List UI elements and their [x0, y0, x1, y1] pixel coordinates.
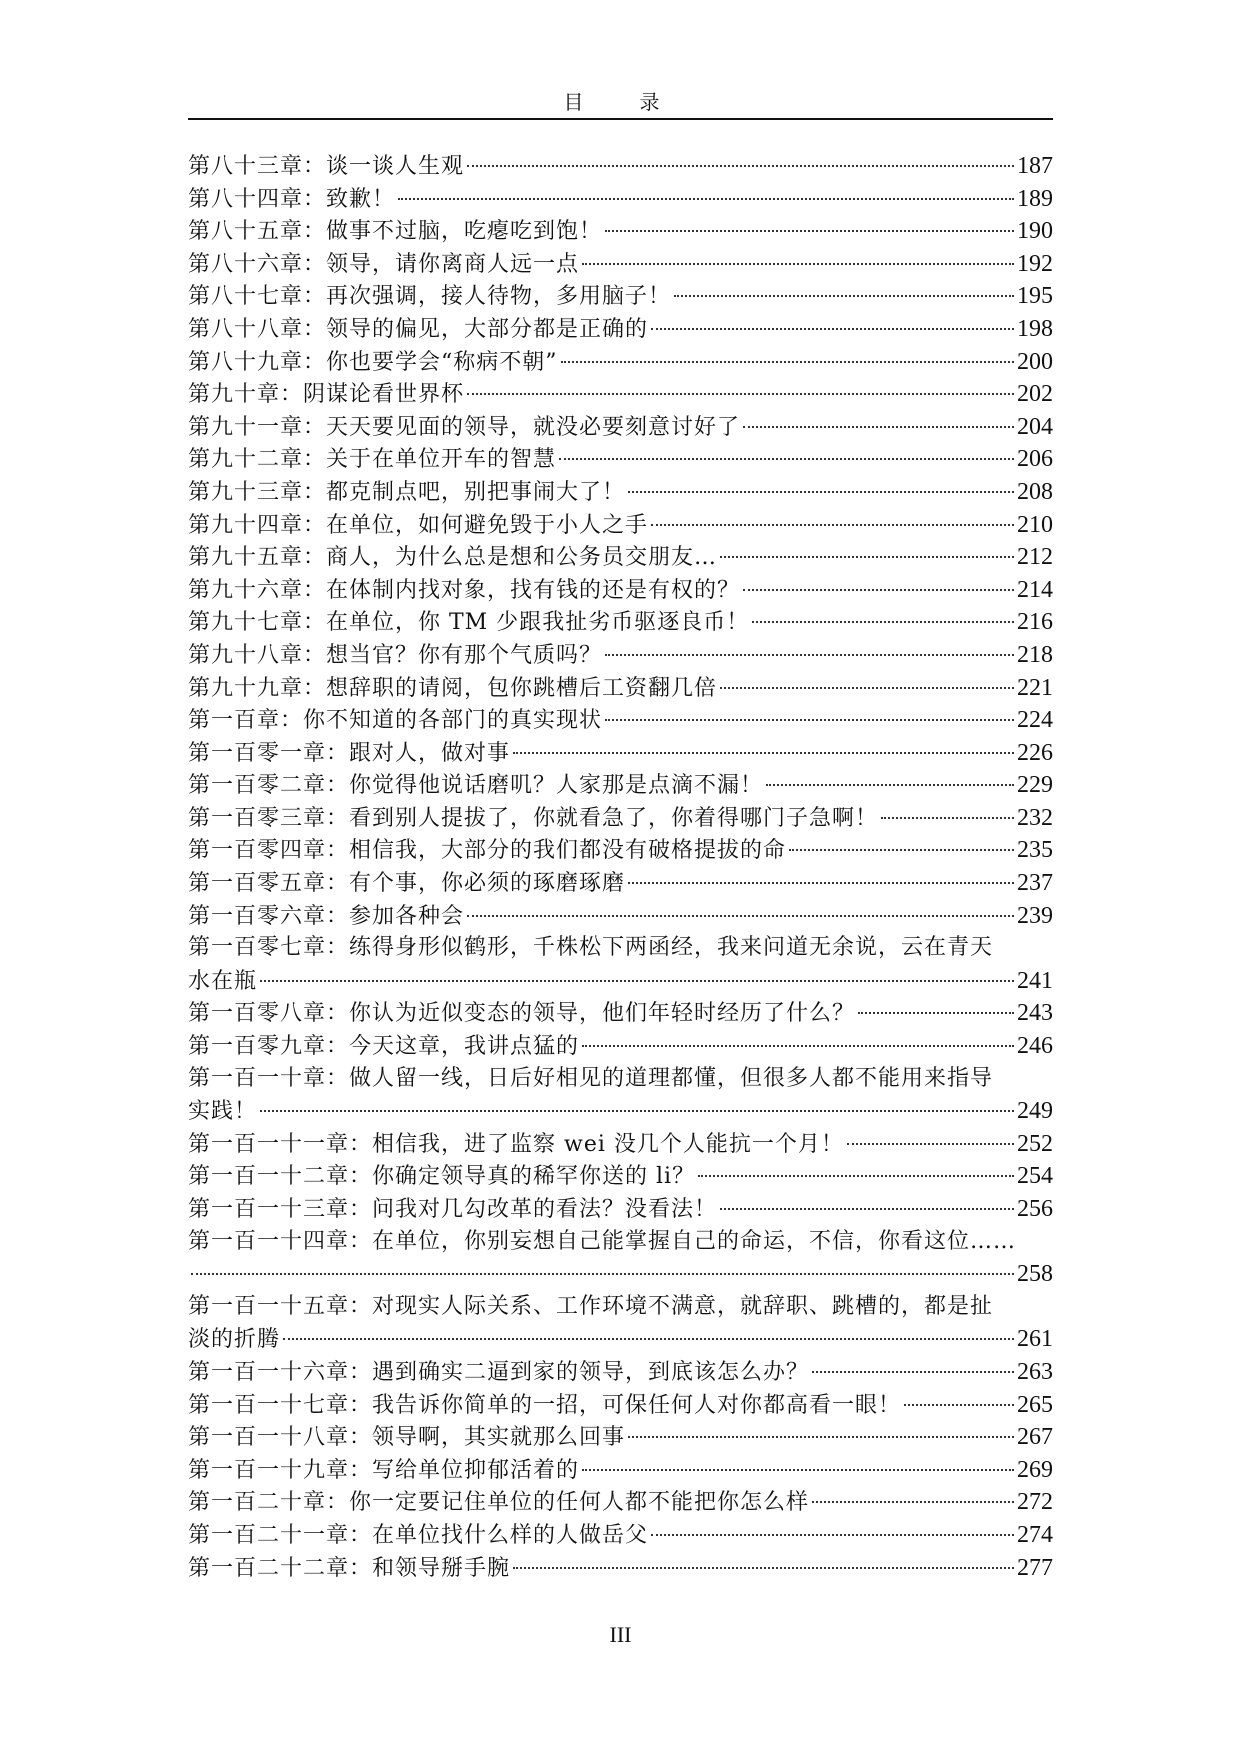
toc-entry[interactable] — [188, 443, 1053, 476]
dot-leader — [651, 1534, 1014, 1536]
toc-entry[interactable] — [188, 1356, 1053, 1389]
page-header-title: 目 录 — [563, 90, 678, 114]
toc-entry[interactable] — [188, 215, 1053, 248]
toc-entry-title: 第一百零二章：你觉得他说话磨叽？人家那是点滴不漏！ — [188, 773, 764, 799]
dot-leader — [582, 263, 1014, 265]
toc-entry-title: 第一百二十二章：和领导掰手腕 — [188, 1555, 511, 1581]
toc-entry-title: 第九十章：阴谋论看世界杯 — [188, 382, 465, 408]
toc-entry-page: 192 — [1017, 250, 1053, 277]
dot-leader — [513, 1567, 1014, 1569]
toc-entry[interactable] — [188, 704, 1053, 737]
dot-leader — [766, 784, 1014, 786]
toc-entry-title: 第一百零八章：你认为近似变态的领导，他们年轻时经历了什么？ — [188, 1001, 856, 1027]
toc-entry[interactable] — [188, 248, 1053, 281]
toc-entry-page: 214 — [1017, 576, 1053, 603]
toc-entry-title: 第九十六章：在体制内找对象，找有钱的还是有权的？ — [188, 577, 741, 603]
toc-entry[interactable] — [188, 1030, 1053, 1063]
toc-entry-page: 267 — [1017, 1424, 1053, 1451]
toc-entry-page: 229 — [1017, 772, 1053, 799]
toc-entry-page: 221 — [1017, 674, 1053, 701]
toc-entry-title: 第一百一十五章：对现实人际关系、工作环境不满意，就辞职、跳槽的，都是扯 — [188, 1293, 994, 1319]
toc-entry-page: 190 — [1017, 218, 1053, 245]
toc-entry-title-continued: 实践！ — [188, 1099, 258, 1125]
toc-entry-title: 第九十一章：天天要见面的领导，就没必要刻意讨好了 — [188, 414, 741, 440]
toc-entry-title: 第一百零六章：参加各种会 — [188, 903, 465, 929]
table-of-contents — [188, 150, 1053, 1584]
toc-entry-page: 274 — [1017, 1521, 1053, 1548]
toc-entry-title: 第一百一十一章：相信我，进了监察 wei 没几个人能抗一个月！ — [188, 1131, 844, 1157]
toc-entry-page: 249 — [1017, 1098, 1053, 1125]
dot-leader — [260, 1110, 1014, 1112]
dot-leader — [743, 426, 1014, 428]
toc-entry-title: 第八十四章：致歉！ — [188, 186, 396, 212]
toc-entry[interactable] — [188, 1552, 1053, 1585]
toc-entry-title: 第一百一十八章：领导啊，其实就那么回事 — [188, 1425, 626, 1451]
toc-entry[interactable] — [188, 1160, 1053, 1193]
toc-entry-page: 263 — [1017, 1358, 1053, 1385]
toc-entry[interactable] — [188, 150, 1053, 183]
toc-entry-title: 第八十五章：做事不过脑，吃瘪吃到饱！ — [188, 219, 603, 245]
toc-entry-title: 第九十二章：关于在单位开车的智慧 — [188, 447, 557, 473]
dot-leader — [651, 524, 1014, 526]
dot-leader — [812, 1371, 1014, 1373]
toc-entry[interactable] — [188, 378, 1053, 411]
dot-leader — [467, 165, 1014, 167]
dot-leader — [651, 328, 1014, 330]
toc-entry-page: 195 — [1017, 283, 1053, 310]
toc-entry-title: 第一百一十章：做人留一线，日后好相见的道理都懂，但很多人都不能用来指导 — [188, 1065, 994, 1091]
toc-entry-title: 第一百一十九章：写给单位抑郁活着的 — [188, 1457, 580, 1483]
toc-entry[interactable] — [188, 867, 1053, 900]
toc-entry-title: 第一百二十章：你一定要记住单位的任何人都不能把你怎么样 — [188, 1490, 810, 1516]
toc-entry[interactable] — [188, 509, 1053, 542]
toc-entry[interactable] — [188, 411, 1053, 444]
toc-entry-title: 第一百一十二章：你确定领导真的稀罕你送的 li？ — [188, 1164, 696, 1190]
toc-entry-title: 第九十七章：在单位，你 TM 少跟我扯劣币驱逐良币！ — [188, 610, 750, 636]
dot-leader — [628, 491, 1014, 493]
dot-leader — [561, 361, 1015, 363]
dot-leader — [605, 654, 1014, 656]
dot-leader — [605, 230, 1014, 232]
toc-entry-page: 265 — [1017, 1391, 1053, 1418]
dot-leader — [743, 589, 1014, 591]
toc-entry-title: 第一百零三章：看到别人提拔了，你就看急了，你着得哪门子急啊！ — [188, 805, 879, 831]
toc-entry-page: 252 — [1017, 1130, 1053, 1157]
toc-entry-page: 256 — [1017, 1196, 1053, 1222]
toc-entry-page: 277 — [1017, 1554, 1053, 1581]
toc-entry[interactable] — [188, 1291, 1053, 1356]
toc-entry-page: 200 — [1017, 348, 1053, 375]
toc-entry-title: 第八十九章：你也要学会“称病不朝” — [188, 349, 558, 375]
dot-leader — [904, 1404, 1014, 1406]
toc-entry-title: 第一百零五章：有个事，你必须的琢磨琢磨 — [188, 871, 626, 897]
dot-leader — [812, 1501, 1014, 1503]
toc-entry[interactable] — [188, 1226, 1053, 1291]
toc-entry-title: 第九十八章：想当官？你有那个气质吗？ — [188, 642, 603, 668]
toc-entry-page: 272 — [1017, 1489, 1053, 1516]
toc-entry-title: 第一百二十一章：在单位找什么样的人做岳父 — [188, 1522, 649, 1548]
toc-entry[interactable] — [188, 1486, 1053, 1519]
toc-entry[interactable] — [188, 672, 1053, 705]
toc-entry-page: 261 — [1017, 1326, 1053, 1353]
toc-entry[interactable] — [188, 1421, 1053, 1454]
toc-entry[interactable] — [188, 1519, 1053, 1552]
toc-entry[interactable] — [188, 1454, 1053, 1487]
dot-leader — [752, 621, 1014, 623]
toc-entry-title-continued: 淡的折腾 — [188, 1327, 281, 1353]
toc-entry-page: 258 — [1017, 1261, 1053, 1288]
toc-entry-page: 189 — [1017, 185, 1053, 212]
toc-entry-title: 第八十八章：领导的偏见，大部分都是正确的 — [188, 316, 649, 342]
toc-entry[interactable] — [188, 606, 1053, 639]
toc-entry-page: 208 — [1017, 478, 1053, 505]
toc-entry-page: 198 — [1017, 315, 1053, 342]
dot-leader — [260, 980, 1014, 982]
toc-entry-title: 第八十七章：再次强调，接人待物，多用脑子！ — [188, 284, 672, 310]
dot-leader — [582, 1045, 1014, 1047]
dot-leader — [467, 915, 1014, 917]
dot-leader — [720, 1208, 1014, 1210]
toc-entry[interactable] — [188, 997, 1053, 1030]
toc-entry-title-continued: 水在瓶 — [188, 968, 258, 994]
toc-entry[interactable] — [188, 1193, 1053, 1226]
toc-entry[interactable] — [188, 737, 1053, 770]
toc-entry[interactable] — [188, 1063, 1053, 1128]
dot-leader — [674, 295, 1014, 297]
toc-entry[interactable] — [188, 932, 1053, 997]
dot-leader — [605, 719, 1014, 721]
toc-entry-title: 第一百一十四章：在单位，你别妄想自己能掌握自己的命运，不信，你看这位…… — [188, 1228, 1017, 1254]
toc-entry-page: 206 — [1017, 446, 1053, 473]
toc-entry-page: 239 — [1017, 902, 1053, 929]
toc-entry[interactable] — [188, 639, 1053, 672]
dot-leader — [191, 1273, 1014, 1275]
toc-entry[interactable] — [188, 476, 1053, 509]
toc-entry[interactable] — [188, 769, 1053, 802]
toc-entry-page: 218 — [1017, 641, 1053, 668]
toc-entry[interactable] — [188, 834, 1053, 867]
toc-entry-page: 254 — [1017, 1163, 1053, 1190]
toc-entry-page: 212 — [1017, 544, 1053, 571]
dot-leader — [398, 198, 1014, 200]
toc-entry-page: 246 — [1017, 1033, 1053, 1060]
toc-entry-page: 187 — [1017, 153, 1053, 179]
toc-entry[interactable] — [188, 183, 1053, 216]
toc-entry-title: 第九十三章：都克制点吧，别把事闹大了！ — [188, 479, 626, 505]
toc-entry-page: 235 — [1017, 837, 1053, 864]
toc-entry-page: 224 — [1017, 707, 1053, 734]
toc-entry-page: 237 — [1017, 870, 1053, 897]
toc-entry[interactable] — [188, 1128, 1053, 1161]
toc-entry-title: 第一百零七章：练得身形似鹤形，千株松下两函经，我来问道无余说，云在青天 — [188, 935, 994, 961]
toc-entry-title: 第一百零四章：相信我，大部分的我们都没有破格提拔的命 — [188, 838, 787, 864]
toc-entry-page: 269 — [1017, 1456, 1053, 1483]
toc-entry-title: 第九十四章：在单位，如何避免毁于小人之手 — [188, 512, 649, 538]
toc-entry[interactable] — [188, 1389, 1053, 1422]
toc-entry[interactable] — [188, 574, 1053, 607]
dot-leader — [582, 1469, 1014, 1471]
dot-leader — [628, 882, 1014, 884]
toc-entry-title: 第一百零一章：跟对人，做对事 — [188, 740, 511, 766]
toc-entry[interactable] — [188, 346, 1053, 379]
dot-leader — [283, 1338, 1014, 1340]
toc-entry-title: 第一百一十三章：问我对几勾改革的看法？没看法！ — [188, 1197, 718, 1222]
dot-leader — [628, 1436, 1014, 1438]
dot-leader — [858, 1012, 1014, 1014]
dot-leader — [698, 1175, 1014, 1177]
toc-entry-page: 232 — [1017, 804, 1053, 831]
dot-leader — [720, 556, 1014, 558]
toc-entry-page: 210 — [1017, 511, 1053, 538]
toc-entry-title: 第一百一十六章：遇到确实二逼到家的领导，到底该怎么办？ — [188, 1359, 810, 1385]
toc-entry[interactable] — [188, 541, 1053, 574]
toc-entry-title: 第八十六章：领导，请你离商人远一点 — [188, 251, 580, 277]
dot-leader — [881, 817, 1014, 819]
toc-entry[interactable] — [188, 313, 1053, 346]
toc-entry[interactable] — [188, 900, 1053, 933]
dot-leader — [847, 1143, 1014, 1145]
toc-entry-title: 第一百一十七章：我告诉你简单的一招，可保任何人对你都高看一眼！ — [188, 1392, 902, 1418]
toc-entry-title: 第九十九章：想辞职的请阅，包你跳槽后工资翻几倍 — [188, 675, 718, 701]
dot-leader — [467, 393, 1014, 395]
dot-leader — [720, 687, 1014, 689]
toc-entry[interactable] — [188, 802, 1053, 835]
toc-entry-page: 204 — [1017, 413, 1053, 440]
page-number: III — [609, 1622, 632, 1647]
toc-entry-page: 226 — [1017, 739, 1053, 766]
toc-entry-page: 202 — [1017, 381, 1053, 408]
toc-entry-page: 243 — [1017, 1000, 1053, 1027]
dot-leader — [789, 849, 1014, 851]
toc-entry-page: 241 — [1017, 967, 1053, 994]
toc-entry-title: 第一百零九章：今天这章，我讲点猛的 — [188, 1034, 580, 1060]
dot-leader — [513, 752, 1014, 754]
toc-entry-title: 第九十五章：商人，为什么总是想和公务员交朋友… — [188, 545, 718, 571]
dot-leader — [559, 458, 1014, 460]
toc-entry[interactable] — [188, 280, 1053, 313]
header-rule — [188, 118, 1053, 120]
toc-entry-title: 第一百章：你不知道的各部门的真实现状 — [188, 708, 603, 734]
toc-entry-title: 第八十三章：谈一谈人生观 — [188, 154, 465, 179]
toc-entry-page: 216 — [1017, 609, 1053, 636]
